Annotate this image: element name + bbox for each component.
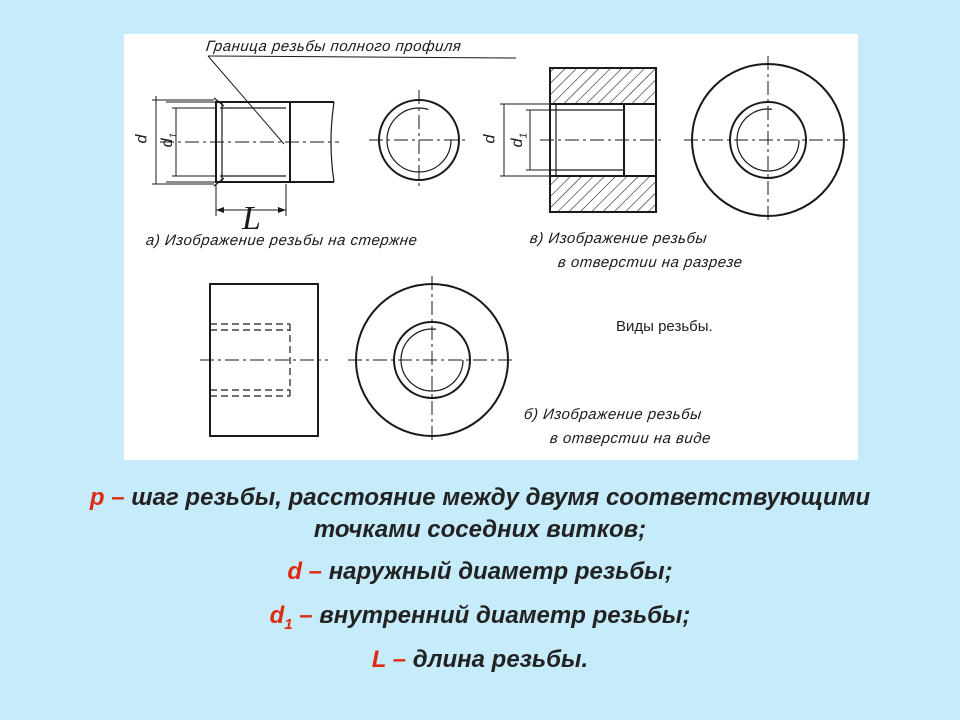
dim-d-label-v: d <box>481 134 499 144</box>
rod-end-view-a <box>369 90 469 190</box>
hole-end-view-v <box>684 56 852 224</box>
caption-v-line1: в) Изображение резьбы <box>529 230 709 247</box>
definition-p-continuation: точками соседних витков; <box>313 516 647 543</box>
definition-L: L – длина резьбы. <box>371 646 589 673</box>
dim-L-label: L <box>242 200 261 237</box>
caption-b-line1: б) Изображение резьбы <box>523 406 703 423</box>
definition-d1: $d_1$ – внутренний диаметр резьбы; <box>269 602 691 633</box>
hole-end-view-b <box>348 276 516 444</box>
definition-d: d – наружный диаметр резьбы; <box>287 558 673 585</box>
dim-d1-label-v: $d_1$ <box>509 132 530 148</box>
figure-caption: Виды резьбы. <box>616 318 713 335</box>
caption-a: а) Изображение резьбы на стержне <box>145 232 419 249</box>
dim-d1-label-a: $d_1$ <box>159 132 180 148</box>
rod-view-a <box>152 56 516 216</box>
thread-drawing-figure <box>124 34 858 460</box>
caption-v-line2: в отверстии на разрезе <box>557 254 744 271</box>
hole-side-view-b <box>200 284 328 436</box>
dim-d-label-a: d <box>133 134 151 144</box>
caption-b-line2: в отверстии на виде <box>549 430 712 447</box>
full-profile-boundary-label: Граница резьбы полного профиля <box>205 38 463 55</box>
definition-p: p – шаг резьбы, расстояние между двумя соответствующими <box>89 484 871 511</box>
